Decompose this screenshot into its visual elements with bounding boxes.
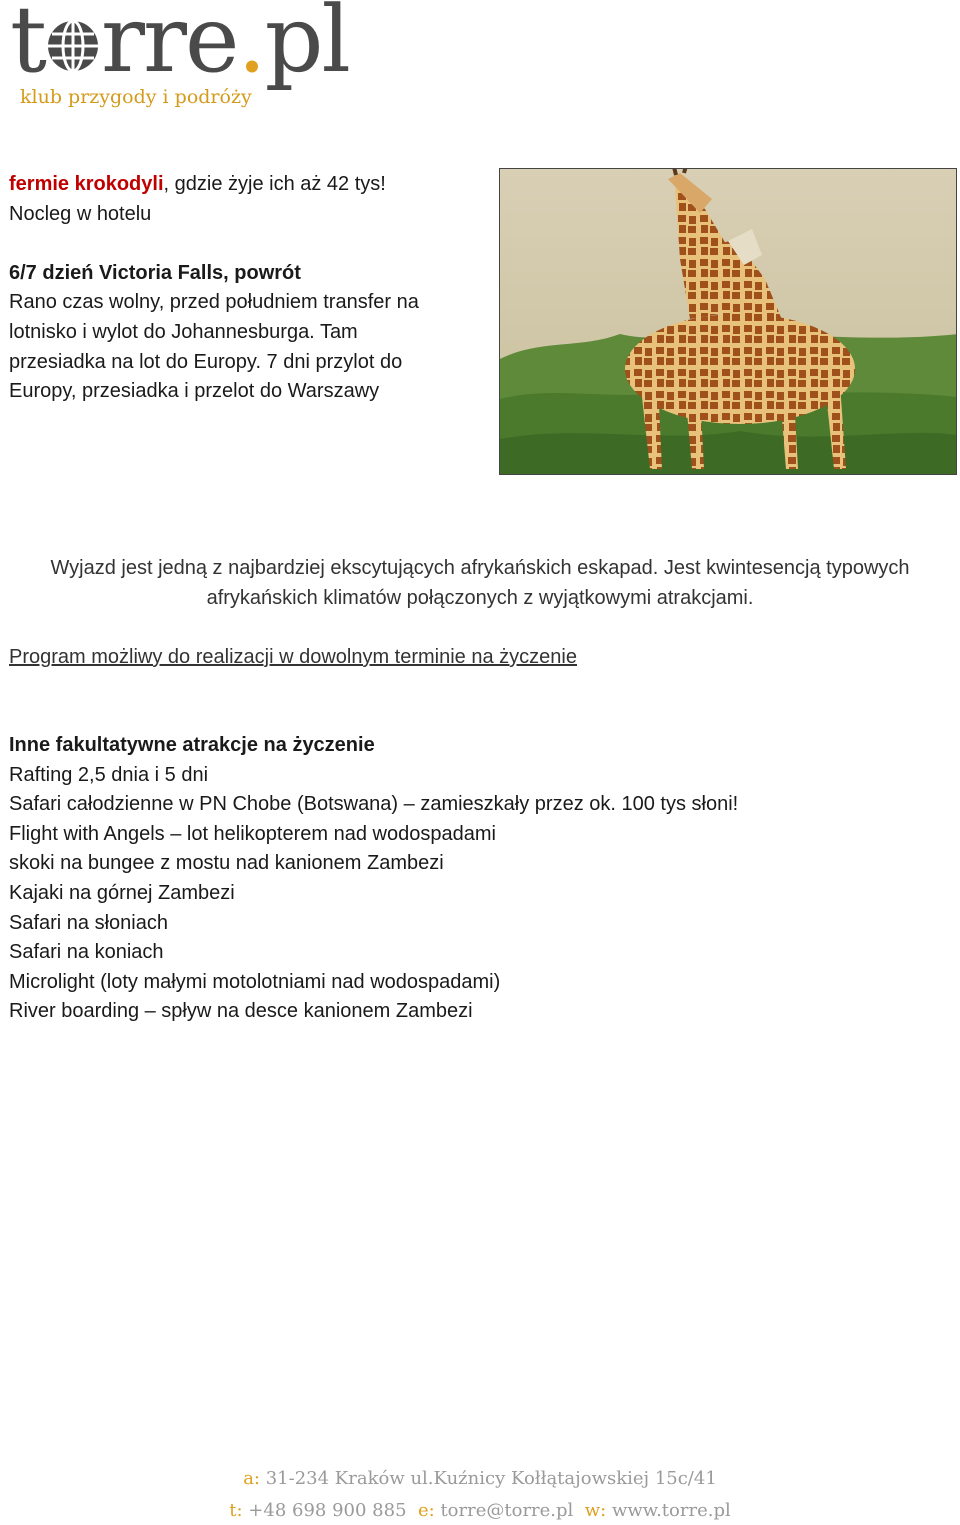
attraction-item: Rafting 2,5 dnia i 5 dni — [9, 763, 209, 786]
attraction-item: Safari na koniach — [9, 941, 164, 964]
program-on-request-link[interactable]: Program możliwy do realizacji w dowolnym terminie na życzenie — [9, 646, 577, 668]
day-heading: 6/7 dzień Victoria Falls, powrót — [9, 261, 301, 284]
logo-dot: . — [237, 0, 265, 93]
website-link[interactable]: www.torre.pl — [611, 1500, 731, 1521]
attraction-item: skoki na bungee z mostu nad kanionem Zambezi — [9, 852, 444, 875]
summary-line: afrykańskich klimatów połączonych z wyjątkowymi atrakcjami. — [206, 587, 754, 609]
giraffes-illustration — [500, 169, 957, 475]
day-line: lotnisko i wylot do Johannesburga. Tam — [9, 320, 358, 343]
optional-attractions-heading: Inne fakultatywne atrakcje na życzenie — [9, 734, 375, 756]
attraction-item: Flight with Angels – lot helikopterem nad wodospadami — [9, 822, 496, 845]
day-line: Rano czas wolny, przed południem transfer na — [9, 291, 419, 314]
logo-wordmark-post: rre — [100, 0, 238, 93]
crocodile-farm-highlight: fermie krokodyli — [9, 173, 164, 195]
itinerary-line-2: Nocleg w hotelu — [9, 202, 152, 225]
address-value: 31-234 Kraków ul.Kuźnicy Kołłątajowskiej 15c/41 — [265, 1468, 717, 1489]
address-label: a: — [243, 1468, 260, 1489]
phone-value: +48 698 900 885 — [248, 1500, 407, 1521]
attraction-item: Safari na słoniach — [9, 911, 168, 934]
email-label: e: — [417, 1500, 435, 1521]
itinerary-text — [9, 170, 479, 407]
summary-line: Wyjazd jest jedną z najbardziej ekscytujących afrykańskich eskapad. Jest kwintesencją typowych — [50, 557, 910, 579]
phone-label: t: — [229, 1500, 243, 1521]
day-line: przesiadka na lot do Europy. 7 dni przylot do — [9, 350, 403, 373]
email-link[interactable]: torre@torre.pl — [440, 1500, 574, 1521]
attraction-item: River boarding – spływ na desce kanionem Zambezi — [9, 1000, 473, 1023]
logo-tagline: klub przygody i podróży — [20, 86, 252, 108]
www-label: w: — [584, 1500, 607, 1521]
logo-wordmark-end: pl — [264, 0, 349, 93]
day-line: Europy, przesiadka i przelot do Warszawy — [9, 380, 380, 403]
trip-summary — [0, 553, 960, 613]
itinerary-line-1 — [9, 170, 479, 200]
logo-wordmark — [10, 0, 349, 93]
logo — [8, 0, 349, 114]
giraffes-photo — [499, 168, 957, 475]
optional-attractions — [9, 731, 738, 1027]
footer-address — [0, 1468, 960, 1489]
attraction-item: Safari całodzienne w PN Chobe (Botswana) – zamieszkały przez ok. 100 tys słoni! — [9, 793, 739, 816]
globe-icon — [46, 19, 100, 73]
attraction-item: Kajaki na górnej Zambezi — [9, 881, 235, 904]
footer-contact — [0, 1500, 960, 1521]
logo-wordmark-pre: t — [10, 0, 45, 93]
attraction-item: Microlight (loty małymi motolotniami nad wodospadami) — [9, 970, 501, 993]
itinerary-line-1-rest: , gdzie żyje ich aż 42 tys! — [163, 173, 386, 195]
